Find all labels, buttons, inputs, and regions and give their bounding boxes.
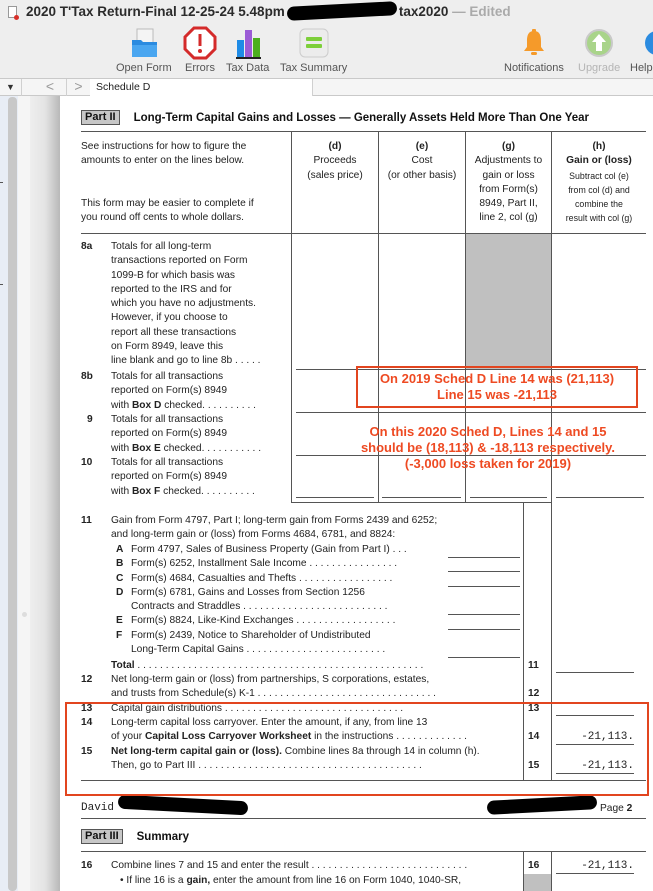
line-13-text: Capital gain distributions . . . . . . . . . . . . . . . . . . . . . . . . . . . . . . . . [111,703,404,714]
line-10-number: 10 [81,457,93,468]
open-form-button[interactable] [116,26,172,74]
shaded-cell [466,234,551,369]
sidebar-scrollbar[interactable] [8,97,17,891]
annotation-2020-text: On this 2020 Sched D, Lines 14 and 15 should be (18,113) & -18,113 respectively. (-3,000 loss taken for 2019) [360,424,616,471]
line-8a-text: Totals for all long-term transactions reported on Form 1099-B for which basis was reported to the IRS and for which you have no adjustments. However, if you choose to report all these transactions on Form 8949, leave this line blank and go to line 8b . . . . . [111,241,261,367]
bell-icon [517,26,551,60]
taxpayer-name: David [81,802,115,814]
line-8b-text: Totals for all transactions reported on Form(s) 8949 with Box D checked. . . . . . . . . . [111,371,256,411]
shaded-cell [524,874,551,891]
upgrade-button[interactable] [578,26,620,74]
help-icon [632,26,653,60]
divider [81,851,646,852]
col-g-header: (g) Adjustments to gain or loss from Form(s) 8949, Part II, line 2, col (g) [474,141,543,224]
line-11b-entry[interactable] [448,571,520,572]
sidebar-marker [0,284,3,285]
upgrade-label: Upgrade [578,62,621,74]
sidebar-dropdown-button[interactable]: ▼ [0,79,22,96]
title-toolbar [0,0,653,78]
line-10-entry-g[interactable] [470,497,547,498]
window-title [26,4,511,19]
line-10-entry-e[interactable] [382,497,461,498]
line-11-box: 11 [528,660,539,671]
line-16-underline [556,873,634,874]
bar-chart-icon [231,26,265,60]
col-d-header: (d) Proceeds (sales price) [307,141,363,181]
col-e-header: (e) Cost (or other basis) [387,141,457,181]
redaction-mark [287,1,398,21]
line-11-subitems: A Form 4797, Sales of Business Property (Gain from Part I) . . . B Form(s) 6252, Installment Sale Income . . . . . . . . . . . . . . . . C Form(s) 4684, Casualties and Thefts . . . . . . . . . . . . . . . . . D Form(s) 6781, Gains and Losses from Section 1256 Contracts and Straddles . . . . . . . . . . . . . . . . . . . . . . . . . . E Form(s) 8824, Like-Kind Exchanges . . . . . . . . . . . . . . . . . . F Form(s) 2439, Notice to Shareholder of Undistributed Long-Term Capital Gains . . . . . . . . . . . . . . . . . . . . . . . . . [116,544,407,656]
line-10-entry-h[interactable] [556,497,644,498]
instructions-2: This form may be easier to complete if you round off cents to whole dollars. [81,198,254,224]
line-10-entry-d[interactable] [296,497,374,498]
line-10-text: Totals for all transactions reported on Form(s) 8949 with Box F checked. . . . . . . . . . [111,457,255,497]
forward-button[interactable] [67,79,91,96]
annotation-highlight-lines-13-15 [65,702,649,796]
splitter-handle[interactable] [22,612,27,617]
summary-icon [297,26,331,60]
sidebar-marker [0,182,3,183]
form-tab-bar [0,78,653,96]
page-number: Page 2 [600,803,633,814]
errors-label: Errors [185,62,215,74]
back-arrow-icon: < [45,78,55,94]
line-12-number: 12 [81,674,93,685]
line-15-box: 15 [528,760,540,771]
amount-column [551,851,552,891]
line-8b-entry[interactable] [296,412,646,413]
line-16-amount[interactable]: -21,113. [581,860,634,872]
annotation-2019-text: On 2019 Sched D Line 14 was (21,113) Line 15 was -21,113 [379,371,615,402]
line-11d-entry[interactable] [448,614,520,615]
line-14-amount[interactable]: -21,113. [581,731,634,743]
line-11-number: 11 [81,515,92,526]
errors-button[interactable] [183,26,217,74]
redaction-mark [487,795,598,815]
part-iii-label: Part III [81,829,123,844]
divider [291,502,552,503]
line-11f-entry[interactable] [448,657,520,658]
line-16-number: 16 [81,860,93,871]
col-h-header: (h) Gain or (loss) Subtract col (e) from col (d) and combine the result with col (g) [565,141,633,224]
error-stop-icon [183,26,217,60]
line-11-text: Gain from Form 4797, Part I; long-term gain from Forms 2439 and 6252; and long-term gain or (loss) from Forms 4684, 6781, and 8824: [111,515,438,541]
title-suffix: tax2020 [398,4,449,19]
part-iii-title: Summary [136,830,190,843]
line-11a-entry[interactable] [448,557,520,558]
divider [81,131,646,132]
part-ii-header [81,110,589,125]
notifications-label: Notifications [504,62,564,74]
line-9-number: 9 [87,414,93,425]
part-iii-header [81,829,189,844]
divider [81,818,646,819]
line-13-box: 13 [528,703,540,714]
tax-summary-button[interactable] [280,26,347,74]
line-15-number: 15 [81,746,93,757]
forward-arrow-icon: > [74,78,83,94]
line-16-box: 16 [528,860,540,871]
instructions-1: See instructions for how to figure the amounts to enter on the lines below. [81,141,247,167]
line-14-text: Long-term capital loss carryover. Enter the amount, if any, from line 13 of your Capital Loss Carryover Worksheet in the instructions . . . . . . . . . . . . . [111,717,467,743]
document-icon [8,6,17,18]
col-d-border [291,131,292,502]
tab-schedule-d[interactable]: Schedule D [90,79,313,96]
line-12-text: Net long-term gain or (loss) from partnerships, S corporations, estates, and trusts from Schedule(s) K-1 . . . . . . . . . . . . . . . . . . . . . . . . . . . . . . . . [111,674,436,700]
tax-summary-label: Tax Summary [280,62,348,74]
back-button[interactable] [34,79,67,96]
notifications-button[interactable] [504,26,564,74]
line-14-number: 14 [81,717,93,728]
part-ii-title: Long-Term Capital Gains and Losses — Generally Assets Held More Than One Year [133,111,590,124]
tax-data-label: Tax Data [226,62,270,74]
open-folder-icon [127,26,161,60]
line-11-total: Total . . . . . . . . . . . . . . . . . . . . . . . . . . . . . . . . . . . . . . . . . . . . . . . . . . . [111,660,424,671]
line-16-instruction: • If line 16 is a gain, enter the amount from line 16 on Form 1040, 1040-SR, [120,875,462,886]
redaction-mark [118,795,249,816]
line-11-amount[interactable] [556,672,634,673]
line-9-text: Totals for all transactions reported on Form(s) 8949 with Box E checked. . . . . . . . . . . [111,414,262,454]
help-label: Help [630,62,653,74]
line-11e-entry[interactable] [448,629,520,630]
line-11c-entry[interactable] [448,586,520,587]
line-8a-number: 8a [81,241,93,252]
edited-status: — Edited [452,4,511,19]
title-text: 2020 T'Tax Return-Final 12-25-24 5.48pm [26,4,285,19]
line-15-text: Net long-term capital gain or (loss). Combine lines 8a through 14 in column (h). Then, go to Part III . . . . . . . . . . . . . . . . . . . . . . . . . . . . . . . . . . . . . . . . [111,746,480,772]
line-16-text: Combine lines 7 and 15 and enter the result . . . . . . . . . . . . . . . . . . . . . . . . . . . . [111,860,468,871]
divider [81,233,646,234]
open-form-label: Open Form [116,62,172,74]
line-14-box: 14 [528,731,540,742]
part-ii-label: Part II [81,110,120,125]
tax-data-button[interactable] [226,26,269,74]
line-15-amount[interactable]: -21,113. [581,760,634,772]
line-8b-number: 8b [81,371,93,382]
line-13-number: 13 [81,703,93,714]
page-shadow [30,96,60,891]
line-12-box: 12 [528,688,540,699]
splitter[interactable] [18,96,30,891]
upgrade-arrow-icon [582,26,616,60]
help-button[interactable] [632,26,653,74]
